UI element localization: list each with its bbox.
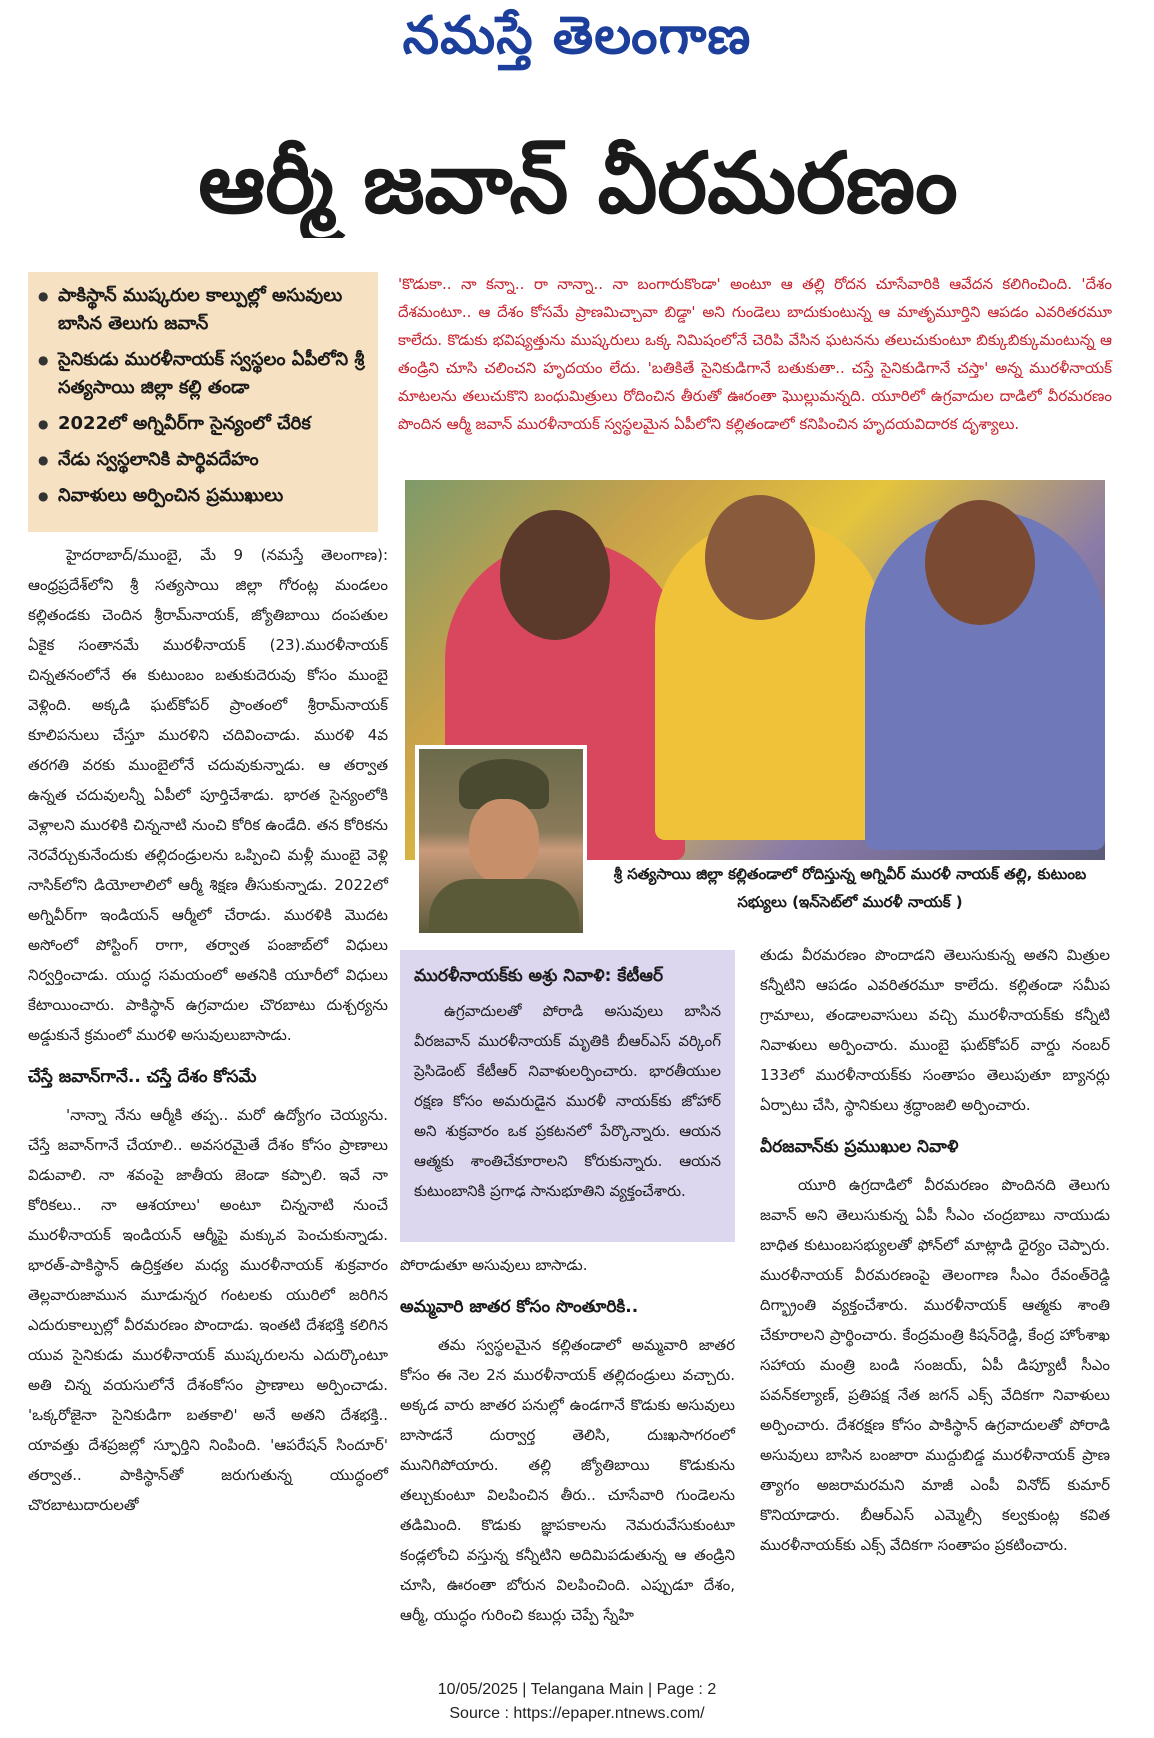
portrait-uniform [429, 879, 579, 937]
highlight-item: ● సైనికుడు మురళీనాయక్ స్వస్థలం ఏపీలోని శ్రీ సత్యసాయి జిల్లా కల్లి తండా [36, 346, 370, 402]
highlight-item: ● పాకిస్థాన్ ముష్కరుల కాల్పుల్లో అసువులు బాసిన తెలుగు జవాన్ [36, 282, 370, 338]
box-title: మురళీనాయక్‌కు అశ్రు నివాళి: కేటీఆర్ [414, 966, 664, 986]
section-subhead: వీరజవాన్‌కు ప్రముఖుల నివాళి [760, 1137, 959, 1157]
photo-figure-head [500, 510, 610, 640]
article-column-1 [28, 540, 388, 1520]
portrait-face [469, 799, 539, 884]
highlights-box [28, 272, 378, 532]
article-body: తమ స్వస్థలమైన కల్లితండాలో అమ్మవారి జాతర కోసం ఈ నెల 2న మురళీనాయక్ తల్లిదండ్రులు వచ్చారు. అక్కడ వారు జాతర పనుల్లో ఉండగానే కొడుకు అసువులు బాసాడనే దుర్వార్త తెలిసి, దుఃఖసాగరంలో మునిగిపోయారు. తల్లి జ్యోతిబాయి కొడుకును తల్చుకుంటూ విలపించిన తీరు.. చూసేవారి గుండెలను తడిమింది. కొడుకు జ్ఞాపకాలను నెమరువేసుకుంటూ కండ్లలోంచి వస్తున్న కన్నీటిని అదిమిపడుతున్న ఆ తండ్రిని చూసి, ఊరంతా బోరున విలపించింది. ఎప్పుడూ దేశం, ఆర్మీ, యుద్ధం గురించి కబుర్లు చెప్పే స్నేహి [400, 1336, 735, 1624]
photo-figure-head [705, 495, 815, 620]
article-column-2 [400, 1250, 735, 1630]
article-body: హైదరాబాద్/ముంబై, మే 9 (నమస్తే తెలంగాణ): ఆంధ్రప్రదేశ్‌లోని శ్రీ సత్యసాయి జిల్లా గోరంట్ల మండలం కల్లితండకు చెందిన శ్రీరామ్‌నాయక్, జ్యోతిబాయి దంపతుల ఏకైక సంతానమే మురళీనాయక్ (23).మురళీనాయక్ చిన్నతనంలోనే ఈ కుటుంబం బతుకుదెరువు కోసం ముంబై వెళ్లింది. అక్కడి ఘట్‌కోపర్ ప్రాంతంలో శ్రీరామ్‌నాయక్ కూలిపనులు చేస్తూ మురళిని చదివించాడు. మురళి 4వ తరగతి వరకు ముంబైలోనే చదువుకున్నాడు. ఆ తర్వాత ఉన్నత చదువులన్నీ ఏపీలో పూర్తిచేశాడు. భారత సైన్యంలోకి వెళ్లాలని మురళికి చిన్ననాటి నుంచి కోరిక ఉండేది. తన కోరికను నెరవేర్చుకునేందుకు తల్లిదండ్రులను ఒప్పించి మళ్లీ ముంబై వెళ్లి నాసిక్‌లోని డియోలాలిలో ఆర్మీ శిక్షణ తీసుకున్నాడు. 2022లో అగ్నివీర్‌గా ఇండియన్ ఆర్మీలో చేరాడు. మురళికి మొదట అసోంలో పోస్టింగ్ రాగా, తర్వాత పంజాబ్‌లో విధులు నిర్వర్తించాడు. యుద్ధ సమయంలో అతనికి యూరీలో విధులు కేటాయించారు. పాకిస్థాన్ ఉగ్రవాదుల చొరబాటు దుశ్చర్యను అడ్డుకునే క్రమంలో మురళి అసువులుబాసాడు. [28, 546, 388, 1044]
photo-caption: శ్రీ సత్యసాయి జిల్లా కల్లితండాలో రోదిస్తున్న అగ్నివీర్ మురళీ నాయక్ తల్లి, కుటుంబ సభ్యులు (ఇన్‌సెట్‌లో మురళీ నాయక్ ) [613, 865, 1087, 911]
highlight-item: ● 2022లో అగ్నివీర్‌గా సైన్యంలో చేరిక [36, 410, 370, 438]
section-subhead: చేస్తే జవాన్‌గానే.. చస్తే దేశం కోసమే [28, 1067, 257, 1087]
highlight-item: ● నివాళులు అర్పించిన ప్రముఖులు [36, 482, 370, 510]
highlight-item: ● నేడు స్వస్థలానికి పార్థివదేహం [36, 446, 370, 474]
intro-paragraph: 'కొడుకా.. నా కన్నా.. రా నాన్నా.. నా బంగారుకొండా' అంటూ ఆ తల్లి రోదన చూసేవారికి ఆవేదన కలిగించింది. 'దేశం దేశమంటూ.. ఆ దేశం కోసమే ప్రాణమిచ్చావా బిడ్డా' అని గుండెలు బాదుకుంటున్న ఆ మాతృమూర్తిని ఆపడం ఎవరితరమూ కాలేదు. కొడుకు భవిష్యత్తును ముష్కరులు ఒక్క నిమిషంలోనే చెరిపి వేసిన ఘటనను తలుచుకుంటూ బిక్కుబిక్కుమంటున్న ఆ తండ్రిని చూసి చలించని హృదయం లేదు. 'బతికితే సైనికుడిగానే బతుకుతా.. చస్తే సైనికుడిగానే చస్తా' అన్న మురళీనాయక్ మాటలను తలుచుకొని బంధుమిత్రులు రోదించిన తీరుతో ఊరంతా ఘొల్లుమన్నది. యూరిలో ఉగ్రవాదుల దాడిలో వీరమరణం పొందిన ఆర్మీ జవాన్ మురళీనాయక్ స్వస్థలమైన ఏపీలోని కల్లితండాలో కనిపించిన హృదయవిదారక దృశ్యాలు. [398, 275, 1112, 433]
article-body: యూరి ఉగ్రదాడిలో వీరమరణం పొందినది తెలుగు జవాన్ అని తెలుసుకున్న ఏపీ సీఎం చంద్రబాబు నాయుడు బాధిత కుటుంబసభ్యులతో ఫోన్‌లో మాట్లాడి ధైర్యం చెప్పారు. మురళీనాయక్ వీరమరణంపై తెలంగాణ సీఎం రేవంత్‌రెడ్డి దిగ్భ్రాంతి వ్యక్తంచేశారు. మురళీనాయక్ ఆత్మకు శాంతి చేకూరాలని ప్రార్థించారు. కేంద్రమంత్రి కిషన్‌రెడ్డి, కేంద్ర హోంశాఖ సహాయ మంత్రి బండి సంజయ్, ఏపీ డిప్యూటీ సీఎం పవన్‌కల్యాణ్, ప్రతిపక్ష నేత జగన్ ఎక్స్ వేదికగా నివాళులు అర్పించారు. దేశరక్షణ కోసం పాకిస్థాన్ ఉగ్రవాదులతో పోరాడి అసువులు బాసిన బంజారా ముద్దుబిడ్డ మురళీనాయక్ ప్రాణ త్యాగం అజరామరమని మాజీ ఎంపీ వినోద్ కుమార్ కొనియాడారు. బీఆర్‌ఎస్ ఎమ్మెల్సీ కల్వకుంట్ల కవిత మురళీనాయక్‌కు ఎక్స్ వేదికగా సంతాపం ప్రకటించారు. [760, 1176, 1110, 1554]
page-footer [0, 1678, 1154, 1726]
masthead: నమస్తే తెలంగాణ [402, 6, 752, 66]
ktr-tribute-box [400, 950, 735, 1242]
section-subhead: అమ్మవారి జాతర కోసం సొంతూరికి.. [400, 1297, 639, 1317]
article-column-3 [760, 940, 1110, 1560]
headline: ఆర్మీ జవాన్ వీరమరణం [198, 134, 958, 232]
footer-date-edition: 10/05/2025 | Telangana Main | Page : 2 [437, 1681, 717, 1698]
footer-source: Source : https://epaper.ntnews.com/ [449, 1705, 705, 1722]
photo-figure-head [925, 500, 1035, 625]
box-body: ఉగ్రవాదులతో పోరాడి అసువులు బాసిన వీరజవాన్ మురళీనాయక్ మృతికి బీఆర్‌ఎస్ వర్కింగ్ ప్రెసిడెంట్ కేటీఆర్ నివాళులర్పించారు. భారతీయుల రక్షణ కోసం అమరుడైన మురళీ నాయక్‌కు జోహార్ అని శుక్రవారం ఒక ప్రకటనలో పేర్కొన్నారు. ఆయన ఆత్మకు శాంతిచేకూరాలని కోరుకున్నారు. ఆయన కుటుంబానికి ప్రగాఢ సానుభూతిని వ్యక్తంచేశారు. [414, 1002, 721, 1200]
article-body: తుడు వీరమరణం పొందాడని తెలుసుకున్న అతని మిత్రుల కన్నీటిని ఆపడం ఎవరితరమూ కాలేదు. కల్లితండా సమీప గ్రామాలు, తండాలవాసులు వచ్చి మురళీనాయక్‌కు కన్నీటి నివాళులు అర్పించారు. ముంబై ఘట్‌కోపర్ వార్డు నంబర్ 133లో మురళీనాయక్‌కు సంతాపం తెలుపుతూ బ్యానర్లు ఏర్పాటు చేసి, స్థానికులు శ్రద్ధాంజలి అర్పించారు. [760, 946, 1110, 1114]
article-body: పోరాడుతూ అసువులు బాసాడు. [400, 1256, 588, 1274]
article-body: 'నాన్నా నేను ఆర్మీకి తప్ప.. మరో ఉద్యోగం చెయ్యను. చేస్తే జవాన్‌గానే చేయాలి.. అవసరమైతే దేశం కోసం ప్రాణాలు విడువాలి. నా శవంపై జాతీయ జెండా కప్పాలి. ఇవే నా కోరికలు.. నా ఆశయాలు' అంటూ చిన్ననాటి నుంచే మురళీనాయక్ ఇండియన్ ఆర్మీపై మక్కువ పెంచుకున్నాడు. భారత్-పాకిస్థాన్ ఉద్రిక్తతల మధ్య మురళీనాయక్ శుక్రవారం తెల్లవారుజామున మూడున్నర గంటలకు యురిలో జరిగిన ఎదురుకాల్పుల్లో వీరమరణం పొందాడు. ఇంతటి దేశభక్తి కలిగిన యువ సైనికుడు మురళీనాయక్ ముష్కరులను ఎదుర్కొంటూ అతి చిన్న వయసులోనే దేశంకోసం ప్రాణాలు అర్పించాడు. 'ఒక్కరోజైనా సైనికుడిగా బతకాలి' అనే అతని దేశభక్తి.. యావత్తు దేశప్రజల్లో స్ఫూర్తిని నింపింది. 'ఆపరేషన్ సిందూర్' తర్వాత.. పాకిస్థాన్‌తో జరుగుతున్న యుద్ధంలో చొరబాటుదారులతో [28, 1106, 388, 1514]
inset-portrait [415, 745, 587, 937]
